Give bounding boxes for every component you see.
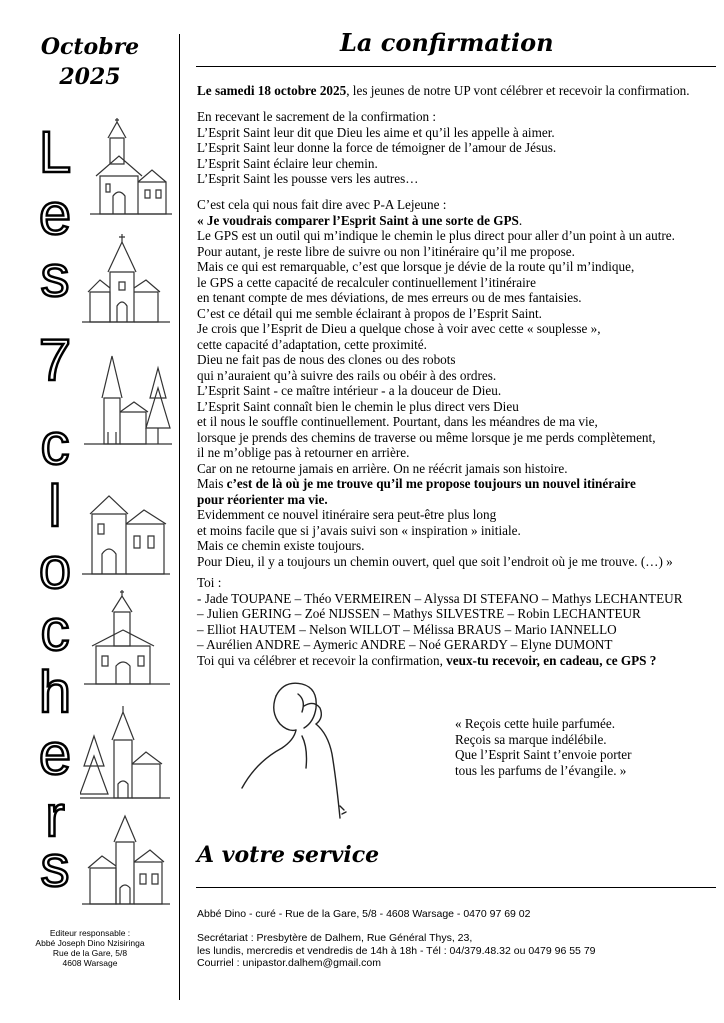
- text-line: le GPS a cette capacité de recalculer continuellement l’itinéraire: [197, 274, 537, 290]
- masthead-letter: s: [40, 834, 70, 899]
- editor-line: 4608 Warsage: [62, 958, 118, 968]
- names-line: – Julien GERING – Zoé NIJSSEN – Mathys SILVESTRE – Robin LECHANTEUR: [197, 606, 641, 621]
- church-sketch-6: [80, 706, 172, 806]
- text-line: En recevant le sacrement de la confirmation :: [197, 109, 437, 124]
- text-line: C’est ce détail qui me semble éclairant à propos de l’Esprit Saint.: [197, 305, 542, 321]
- masthead-letter: 7: [38, 328, 72, 393]
- prayer-line: tous les parfums de l’évangile. »: [455, 762, 627, 778]
- text-line: L’Esprit Saint - ce maître intérieur - a la douceur de Dieu.: [197, 383, 502, 398]
- text-line: lorsque je prends des chemins de traverse ou même lorsque je me perds complètement,: [197, 429, 656, 445]
- text-line: Evidemment ce nouvel itinéraire sera peut-être plus long: [197, 507, 497, 522]
- closing-text: Toi qui va célébrer et recevoir la confirmation,: [197, 652, 447, 668]
- gps-headline: Je voudrais comparer l’Esprit Saint à une sorte de GPS: [206, 212, 519, 228]
- text-line: en tenant compte de mes déviations, de mes erreurs ou de mes fantaisies.: [197, 290, 582, 305]
- text-line: L’Esprit Saint leur dit que Dieu les aime et qu’il les appelle à aimer.: [197, 124, 555, 140]
- service-line: Abbé Dino - curé - Rue de la Gare, 5/8 - 4608 Warsage - 0470 97 69 02: [197, 908, 531, 920]
- masthead-letter: c: [40, 412, 70, 477]
- names-line: - Jade TOUPANE – Théo VERMEIREN – Alyssa DI STEFANO – Mathys LECHANTEUR: [197, 590, 683, 606]
- editor-line: Editeur responsable :: [49, 928, 131, 938]
- masthead-letter: l: [48, 474, 62, 539]
- masthead-letter: c: [40, 598, 70, 663]
- praying-figure-sketch: [236, 678, 366, 828]
- intro-paragraph: [197, 83, 707, 99]
- closing-question: veux-tu recevoir, en cadeau, ce GPS ?: [446, 652, 657, 668]
- intro-date: Le samedi 18 octobre 2025: [197, 83, 347, 98]
- quote-open: «: [197, 212, 207, 228]
- text-line: et moins facile que si j’avais suivi son « inspiration » initiale.: [197, 522, 521, 538]
- text-line: Le GPS est un outil qui m’indique le chemin le plus direct pour aller d’un point à un autre.: [197, 228, 675, 243]
- bold-line: c’est de là où je me trouve qu’il me propose toujours un nouvel itinéraire: [226, 476, 636, 491]
- issue-date: [34, 32, 146, 92]
- anointing-prayer: [455, 716, 705, 778]
- service-line: Secrétariat : Presbytère de Dalhem, Rue Général Thys, 23,: [197, 932, 473, 944]
- secretariat-block: [197, 932, 707, 970]
- prayer-line: Reçois sa marque indélébile.: [455, 731, 607, 747]
- issue-month: Octobre: [40, 34, 140, 60]
- text-line: Pour Dieu, il y a toujours un chemin ouvert, quel que soit l’endroit où je me trouve. (…) »: [197, 553, 673, 569]
- text-line: Mais ce chemin existe toujours.: [197, 538, 365, 553]
- text-line: Car on ne retourne jamais en arrière. On ne réécrit jamais son histoire.: [197, 460, 568, 476]
- text-line: Dieu ne fait pas de nous des clones ou des robots: [197, 352, 456, 367]
- text-line: Pour autant, je reste libre de suivre ou non l’itinéraire qu’il me propose.: [197, 243, 575, 259]
- title-rule: [196, 66, 716, 67]
- prayer-line: « Reçois cette huile parfumée.: [455, 716, 616, 731]
- church-sketch-3: [80, 348, 172, 448]
- quote-end: .: [518, 212, 523, 228]
- text-line: qui n’auraient qu’à suivre des rails ou obéir à des ordres.: [197, 367, 497, 383]
- editor-line: Abbé Joseph Dino Nzisiringa: [35, 938, 145, 948]
- mais-text: Mais: [197, 476, 227, 491]
- text-line: L’Esprit Saint éclaire leur chemin.: [197, 155, 378, 171]
- column-divider: [179, 34, 180, 1000]
- service-line: Courriel : unipastor.dalhem@gmail.com: [197, 957, 381, 969]
- masthead-letter: L: [38, 120, 72, 185]
- prayer-line: Que l’Esprit Saint t’envoie porter: [455, 747, 632, 762]
- service-rule: [196, 887, 716, 888]
- editor-block: [30, 928, 150, 968]
- text-line: L’Esprit Saint connaît bien le chemin le plus direct vers Dieu: [197, 398, 519, 414]
- church-sketch-1: [80, 118, 172, 218]
- names-line: – Elliot HAUTEM – Nelson WILLOT – Mélissa BRAUS – Mario IANNELLO: [197, 621, 617, 637]
- church-sketch-7: [80, 812, 172, 912]
- text-line: cette capacité d’adaptation, cette proximité.: [197, 336, 427, 352]
- church-sketch-4: [80, 484, 172, 579]
- intro-text: , les jeunes de notre UP vont célébrer et recevoir la confirmation.: [346, 83, 690, 98]
- masthead-letter: e: [38, 182, 72, 247]
- text-line: et il nous le souffle continuellement. Pourtant, dans les méandres de ma vie,: [197, 414, 598, 429]
- masthead-letter: h: [38, 660, 72, 725]
- text-line: Je crois que l’Esprit de Dieu a quelque chose à voir avec cette « souplesse »,: [197, 321, 601, 336]
- gps-quote-paragraph: [197, 197, 707, 569]
- masthead-letter: s: [40, 244, 70, 309]
- text-line: Mais ce qui est remarquable, c’est que lorsque je dévie de la route qu’il m’indique,: [197, 259, 635, 274]
- names-line: – Aurélien ANDRE – Aymeric ANDRE – Noé GERARDY – Elyne DUMONT: [197, 637, 613, 652]
- editor-line: Rue de la Gare, 5/8: [52, 948, 128, 958]
- sacrament-paragraph: [197, 109, 707, 187]
- bold-line: pour réorienter ma vie.: [197, 491, 328, 507]
- page-title: La confirmation: [340, 28, 554, 57]
- toi-label: Toi :: [197, 575, 222, 590]
- text-line: il ne m’oblige pas à retourner en arrière.: [197, 445, 410, 460]
- masthead-letter: e: [38, 722, 72, 787]
- confirmands-paragraph: [197, 575, 707, 668]
- text-line: L’Esprit Saint leur donne la force de témoigner de l’amour de Jésus.: [197, 140, 557, 155]
- service-contact: [197, 908, 707, 921]
- service-line: les lundis, mercredis et vendredis de 14h à 18h - Tél : 04/379.48.32 ou 0479 96 55 79: [197, 944, 596, 957]
- text-line: L’Esprit Saint les pousse vers les autres…: [197, 171, 419, 186]
- church-sketch-5: [80, 590, 172, 690]
- issue-year: 2025: [59, 64, 121, 90]
- service-title: A votre service: [197, 842, 380, 868]
- masthead-letter: r: [45, 784, 65, 849]
- masthead-letter: o: [38, 536, 72, 601]
- text-line: C’est cela qui nous fait dire avec P-A Lejeune :: [197, 197, 447, 212]
- church-sketch-2: [80, 232, 172, 327]
